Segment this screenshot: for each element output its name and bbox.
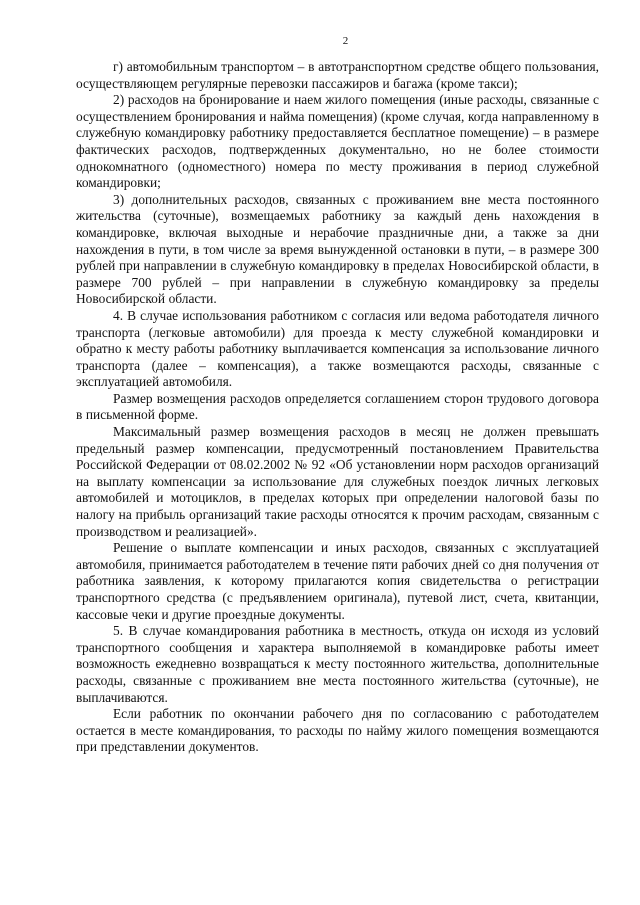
paragraph-maximum-compensation: Максимальный размер возмещения расходов в месяц не должен превышать предельный размер компенсации, предусмотренный постановлением Правительства Российской Федерации от 08.02.2002 № 92 «Об установлении норм расходов организаций на выплату компенсации за использование для служебных поездок личных легковых автомобилей и мотоциклов, в пределах которых при определении налоговой базы по налогу на прибыль организаций такие расходы относятся к прочим расходам, связанным с производством и реализацией». [76,424,599,539]
paragraph-compensation-decision: Решение о выплате компенсации и иных расходов, связанных с эксплуатацией автомобиля, принимается работодателем в течение пяти рабочих дней со дня получения от работника заявления, к которому прилагаются копия свидетельства о регистрации транспортного средства (с предъявлением оригинала), путевой лист, счета, квитанции, кассовые чеки и другие проездные документы. [76,540,599,622]
paragraph-compensation-amount: Размер возмещения расходов определяется соглашением сторон трудового договора в письменной форме. [76,390,599,423]
paragraph-section-5-daily-return: 5. В случае командирования работника в местность, откуда он исходя из условий транспортного сообщения и характера выполняемой в командировке работы имеет возможность ежедневно возвращаться к месту постоянного жительства, дополнительные расходы, связанные с проживанием вне места постоянного жительства (суточные), не выплачиваются. [76,623,599,705]
page-number: 2 [342,35,349,47]
paragraph-staying-overnight: Если работник по окончании рабочего дня по согласованию с работодателем остается в месте командирования, то расходы по найму жилого помещения возмещаются при представлении документов. [76,706,599,755]
paragraph-item-2-lodging: 2) расходов на бронирование и наем жилого помещения (иные расходы, связанные с осуществлением бронирования и найма помещения) (кроме случая, когда направленному в служебную командировку работнику предоставляется бесплатное помещение) – в размере фактических расходов, подтвержденных документально, но не более стоимости однокомнатного (одноместного) номера по месту проживания в период служебной командировки; [76,92,599,191]
paragraph-section-4-personal-transport: 4. В случае использования работником с согласия или ведома работодателя личного транспорта (легковые автомобили) для проезда к месту служебной командировки и обратно к месту работы работнику выплачивается компенсация за использование личного транспорта (далее – компенсация), а также возмещаются расходы, связанные с эксплуатацией автомобиля. [76,307,599,390]
paragraph-item-3-per-diem: 3) дополнительных расходов, связанных с проживанием вне места постоянного жительства (суточные), возмещаемых работнику за каждый день нахождения в командировке, включая выходные и нерабочие праздничные дни, а также за дни нахождения в пути, в том числе за время вынужденной остановки в пути, – в размере 300 рублей при направлении в служебную командировку в пределах Новосибирской области, в размере 700 рублей – при направлении в служебную командировку за пределы Новосибирской области. [76,191,599,307]
paragraph-item-g-automobile: г) автомобильным транспортом – в автотранспортном средстве общего пользования, осуществляющем регулярные перевозки пассажиров и багажа (кроме такси); [76,59,599,91]
